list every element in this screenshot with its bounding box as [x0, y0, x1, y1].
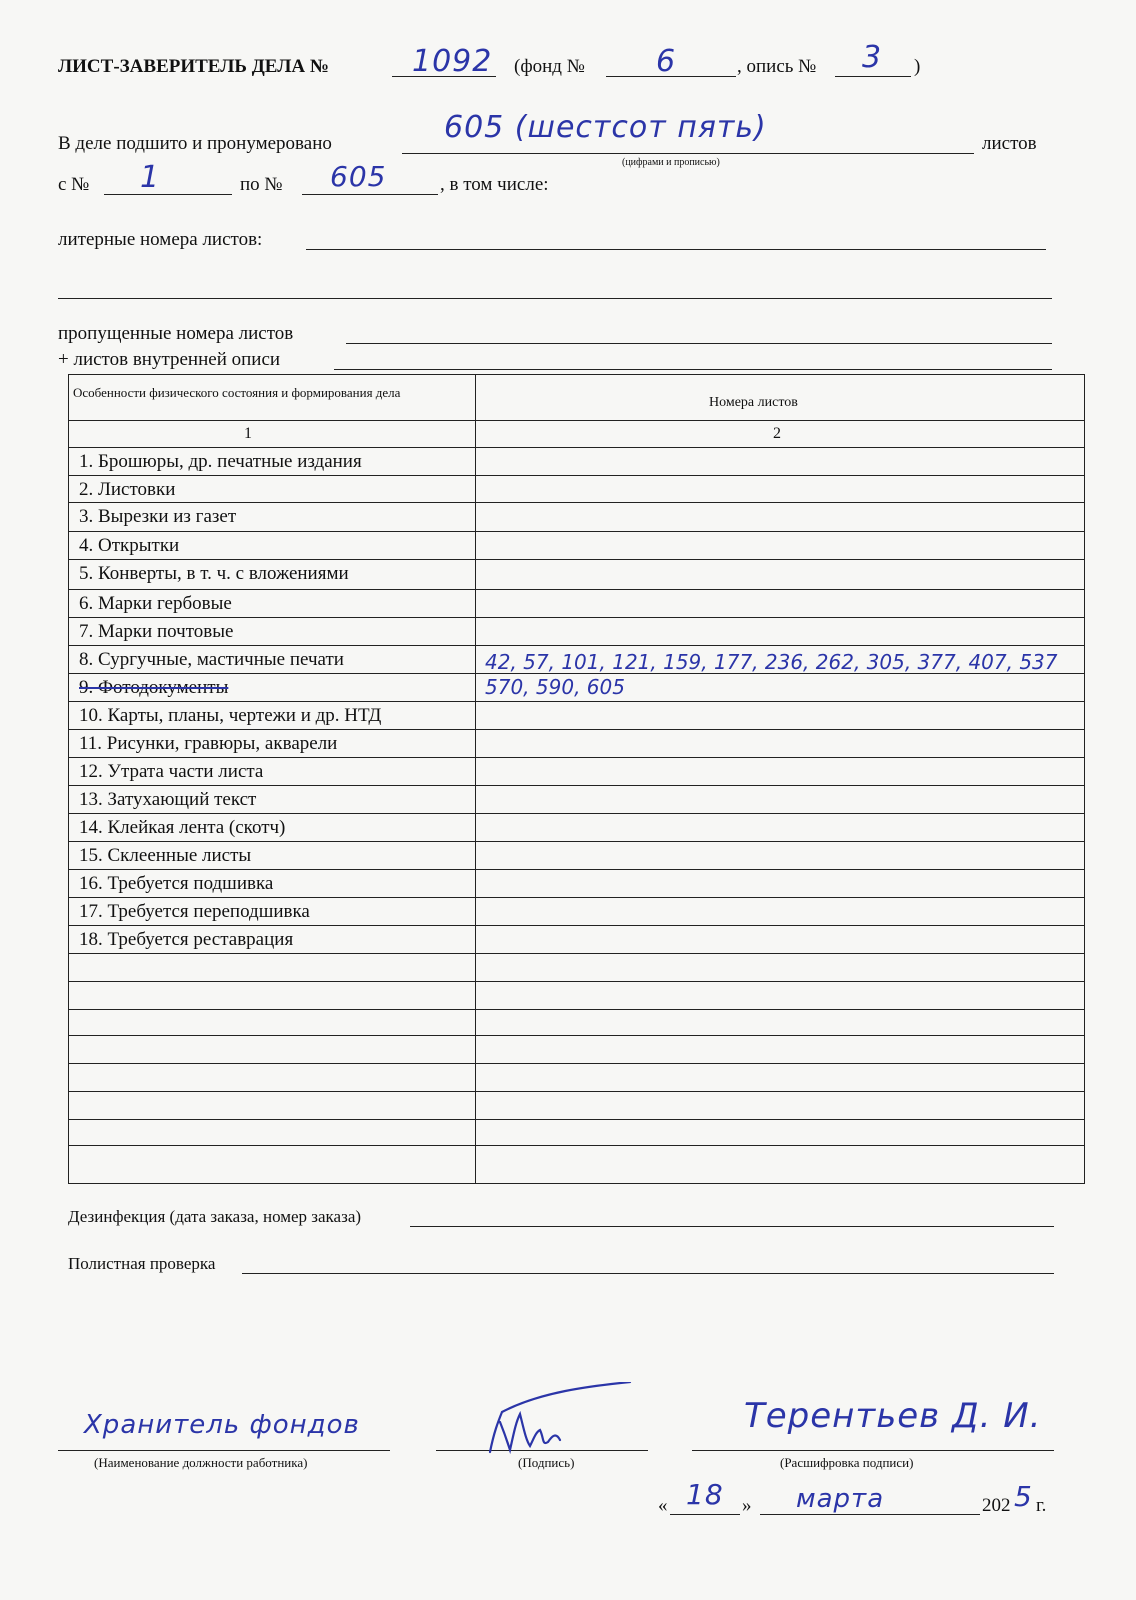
signature-image [480, 1382, 640, 1456]
row-divider [69, 785, 1084, 786]
missing-line [346, 343, 1052, 344]
position-line [58, 1450, 390, 1451]
inner-label: + листов внутренней описи [58, 349, 281, 370]
missing-label: пропущенные номера листов [58, 323, 294, 344]
row-divider [69, 559, 1084, 560]
table-row-label: 15. Склеенные листы [79, 845, 252, 866]
check-line [242, 1273, 1054, 1274]
to-label: по № [240, 174, 283, 195]
case-number-value: 1092 [412, 44, 493, 79]
literal-line [306, 249, 1046, 250]
row-divider [69, 1063, 1084, 1064]
table-row-label: 4. Открытки [79, 535, 180, 556]
opis-value: 3 [862, 40, 883, 75]
position-value: Хранитель фондов [84, 1410, 360, 1440]
table-row-label: 8. Сургучные, мастичные печати [79, 649, 344, 670]
table-row-label: 13. Затухающий текст [79, 789, 257, 810]
row-divider [69, 475, 1084, 476]
date-month-line [760, 1514, 980, 1515]
row8-pages-line2: 570, 590, 605 [485, 675, 625, 699]
row-divider [69, 981, 1084, 982]
literal-line-2 [58, 298, 1052, 299]
col1-header: Особенности физического состояния и формирования дела [73, 385, 401, 400]
to-value: 605 [330, 160, 387, 193]
year-suffix: г. [1036, 1495, 1047, 1516]
table-row-label: 12. Утрата части листа [79, 761, 264, 782]
col2-number: 2 [773, 425, 781, 442]
from-line [104, 194, 232, 195]
name-value: Терентьев Д. И. [744, 1396, 1042, 1436]
row-divider [69, 617, 1084, 618]
year-prefix: 202 [982, 1495, 1011, 1516]
signature-caption: (Подпись) [518, 1455, 575, 1470]
row-divider [69, 953, 1084, 954]
name-line [692, 1450, 1054, 1451]
table-row-label: 14. Клейкая лента (скотч) [79, 817, 286, 838]
literal-label: литерные номера листов: [58, 229, 263, 250]
col2-header: Номера листов [709, 395, 798, 410]
sheets-line [402, 153, 974, 154]
sheets-unit: листов [982, 133, 1037, 154]
row8-pages-line1: 42, 57, 101, 121, 159, 177, 236, 262, 305, 377, 407, 537 [485, 650, 1058, 674]
table-row-label: 6. Марки гербовые [79, 593, 232, 614]
opis-line [835, 76, 911, 77]
table-row-label: 9. Фотодокументы [79, 677, 229, 698]
table-row-label: 7. Марки почтовые [79, 621, 234, 642]
date-day-line [670, 1514, 740, 1515]
from-value: 1 [140, 160, 161, 195]
sheets-hint: (цифрами и прописью) [622, 157, 720, 168]
table-row-label: 1. Брошюры, др. печатные издания [79, 451, 362, 472]
row-divider [69, 757, 1084, 758]
row-divider [69, 1009, 1084, 1010]
table-row-label: 3. Вырезки из газет [79, 506, 237, 527]
row-divider [69, 589, 1084, 590]
row-divider [69, 531, 1084, 532]
table-row-label: 18. Требуется реставрация [79, 929, 294, 950]
fond-value: 6 [656, 44, 677, 79]
opis-label: , опись № [737, 56, 817, 77]
row-divider [69, 897, 1084, 898]
name-caption: (Расшифровка подписи) [780, 1455, 914, 1470]
header-divider [69, 420, 1084, 421]
table-row-label: 2. Листовки [79, 479, 176, 500]
table-row-label: 5. Конверты, в т. ч. с вложениями [79, 563, 349, 584]
fond-label: (фонд № [514, 56, 585, 77]
row-divider [69, 645, 1084, 646]
inner-line [334, 369, 1052, 370]
row-divider [69, 1091, 1084, 1092]
disinfection-line [410, 1226, 1054, 1227]
row-divider [69, 925, 1084, 926]
column-divider [475, 375, 476, 1183]
row-divider [69, 841, 1084, 842]
year-digit: 5 [1014, 1480, 1033, 1513]
col1-number: 1 [244, 425, 252, 442]
row-divider [69, 813, 1084, 814]
table-row-label: 17. Требуется переподшивка [79, 901, 310, 922]
date-open-quote: « [658, 1495, 668, 1516]
sheets-value: 605 (шестсот пять) [444, 110, 767, 145]
date-month: марта [796, 1484, 885, 1514]
table-row-label: 10. Карты, планы, чертежи и др. НТД [79, 705, 382, 726]
row-divider [69, 1145, 1084, 1146]
including-label: , в том числе: [440, 174, 549, 195]
check-label: Полистная проверка [68, 1254, 216, 1273]
row-divider [69, 1035, 1084, 1036]
close-paren: ) [914, 56, 921, 77]
date-day: 18 [686, 1478, 724, 1511]
condition-table [68, 374, 1085, 1184]
document-title: ЛИСТ-ЗАВЕРИТЕЛЬ ДЕЛА № [58, 56, 329, 77]
row-divider [69, 502, 1084, 503]
row-divider [69, 729, 1084, 730]
row-divider [69, 701, 1084, 702]
row-divider [69, 869, 1084, 870]
table-row-label: 16. Требуется подшивка [79, 873, 274, 894]
sheets-label: В деле подшито и пронумеровано [58, 133, 332, 154]
from-label: с № [58, 174, 90, 195]
to-line [302, 194, 438, 195]
row-divider [69, 1119, 1084, 1120]
position-caption: (Наименование должности работника) [94, 1455, 308, 1470]
table-row-label: 11. Рисунки, гравюры, акварели [79, 733, 338, 754]
row-divider [69, 447, 1084, 448]
date-close-quote: » [742, 1495, 752, 1516]
disinfection-label: Дезинфекция (дата заказа, номер заказа) [68, 1207, 362, 1226]
